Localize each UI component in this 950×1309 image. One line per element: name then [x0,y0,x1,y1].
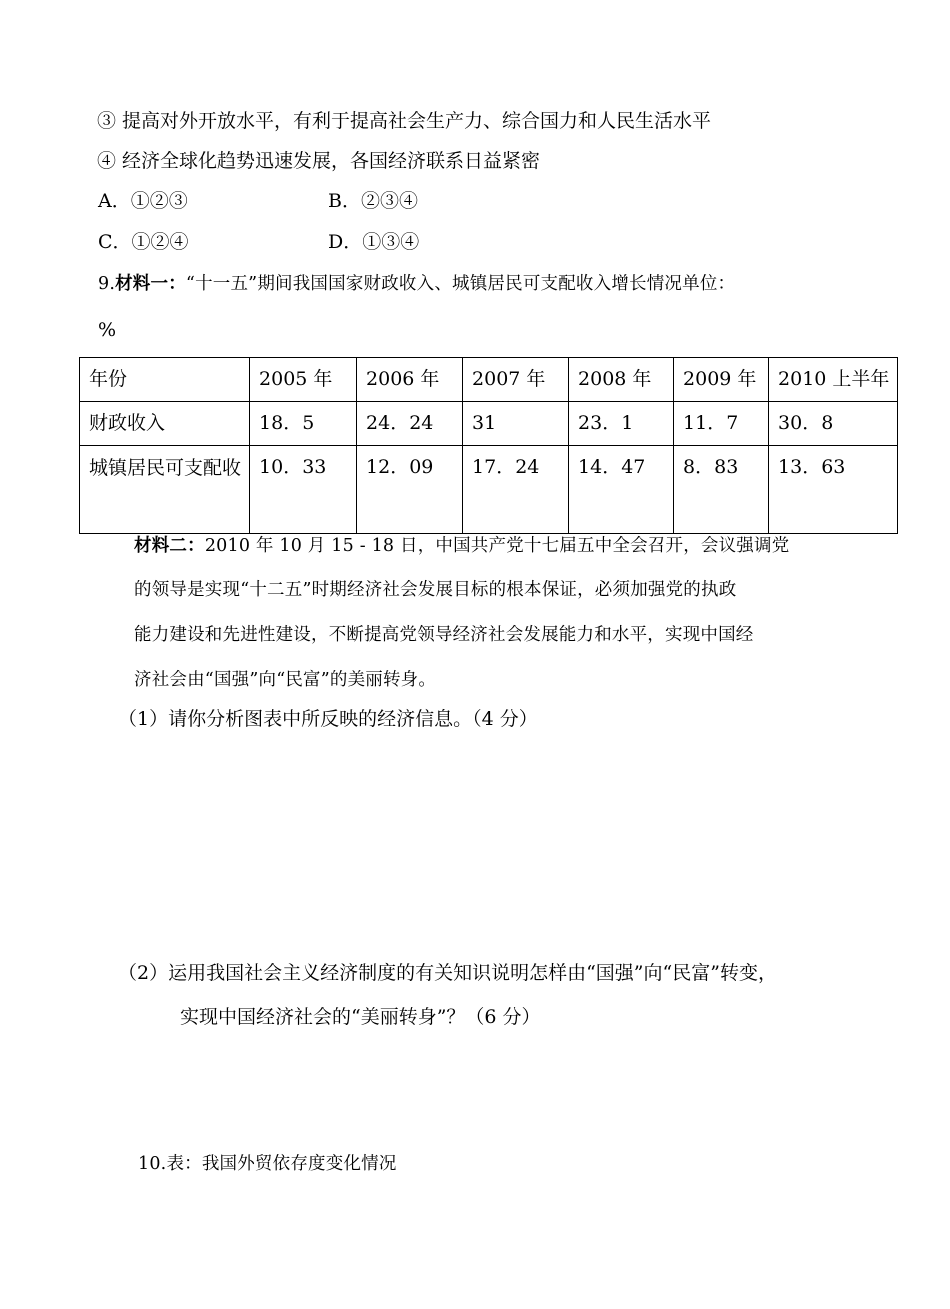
table-cell: 13．63 [769,446,898,534]
option-item-3: ③ 提高对外开放水平，有利于提高社会生产力、综合国力和人民生活水平 [97,110,712,132]
table-header-cell: 2006 年 [357,358,463,402]
material1-text: “十一五”期间我国国家财政收入、城镇居民可支配收入增长情况单位： [185,274,736,294]
table-cell: 10．33 [250,446,357,534]
material2-line-3: 能力建设和先进性建设，不断提高党领导经济社会发展能力和水平，实现中国经 [134,625,754,645]
table-cell: 23．1 [569,402,674,446]
table-header-cell: 2007 年 [463,358,569,402]
material2-line-4: 济社会由“国强”向“民富”的美丽转身。 [134,670,437,690]
q9-heading [98,271,735,297]
table-row [80,402,898,446]
q10-number: 10. [138,1154,167,1174]
q10-heading [138,1151,397,1177]
material2-line-2: 的领导是实现“十二五”时期经济社会发展目标的根本保证，必须加强党的执政 [134,580,737,600]
sub-question-1: （1）请你分析图表中所反映的经济信息。（4 分） [118,708,538,730]
material2-line-1 [134,533,789,559]
sub-question-2-line-2: 实现中国经济社会的“美丽转身”？（6 分） [180,1006,541,1028]
choice-d: D．①③④ [328,231,420,253]
table-cell: 12．09 [357,446,463,534]
table-cell: 8．83 [674,446,769,534]
table-header-cell: 年份 [80,358,250,402]
table-header-cell: 2010 上半年 [769,358,898,402]
table-row [80,446,898,534]
q9-number: 9. [98,274,116,294]
option-item-4: ④ 经济全球化趋势迅速发展，各国经济联系日益紧密 [97,150,541,172]
material1-label: 材料一： [115,274,186,294]
growth-table [79,357,898,534]
choice-b: B．②③④ [328,190,418,212]
table-cell: 财政收入 [80,402,250,446]
table-header-cell: 2008 年 [569,358,674,402]
choice-c: C．①②④ [98,231,189,253]
table-header-row [80,358,898,402]
sub-question-2-line-1: （2）运用我国社会主义经济制度的有关知识说明怎样由“国强”向“民富”转变， [118,962,777,984]
table-header-cell: 2005 年 [250,358,357,402]
unit-label: % [98,319,117,341]
table-cell: 城镇居民可支配收 [80,446,250,534]
material2-label: 材料二： [134,536,205,556]
table-cell: 30．8 [769,402,898,446]
table-cell: 24．24 [357,402,463,446]
table-cell: 31 [463,402,569,446]
q10-text: 表：我国外贸依存度变化情况 [166,1154,397,1174]
table-cell: 17．24 [463,446,569,534]
table-cell: 18．5 [250,402,357,446]
material2-text: 2010 年 10 月 15 - 18 日，中国共产党十七届五中全会召开，会议强调党 [204,536,790,556]
table-cell: 14．47 [569,446,674,534]
table-cell: 11．7 [674,402,769,446]
table-header-cell: 2009 年 [674,358,769,402]
choice-a: A．①②③ [98,190,188,212]
